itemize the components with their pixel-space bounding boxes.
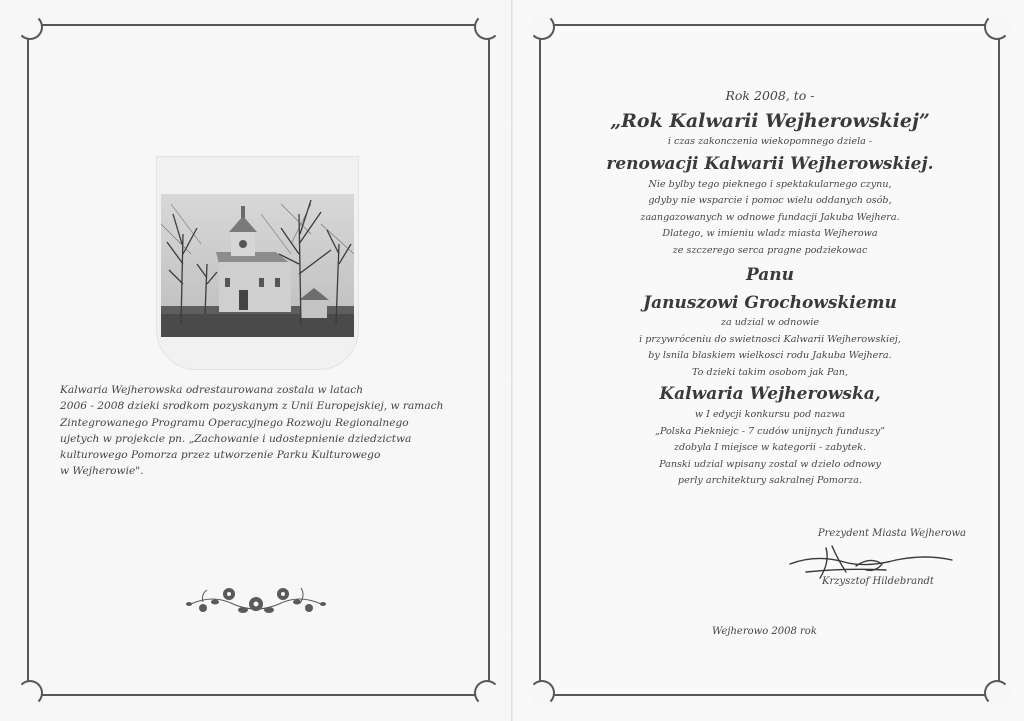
body-line: Nie bylby tego pieknego i spektakularnego czynu, xyxy=(648,178,892,190)
body-line: „Polska Piekniejc - 7 cudów unijnych funduszy” xyxy=(654,425,886,437)
body-line: gdyby nie wsparcie i pomoc wielu oddanych osób, xyxy=(648,195,892,206)
caption-line: Kalwaria Wejherowska odrestaurowana zostala w latach xyxy=(60,384,364,396)
signatory-title: Prezydent Miasta Wejherowa xyxy=(817,528,966,539)
caption-line: ujetych w projekcie pn. „Zachowanie i udostepnienie dziedzictwa xyxy=(60,432,412,445)
floral-ornament xyxy=(183,580,329,620)
body-line: za udzial w odnowie xyxy=(720,317,820,328)
body-line: zaangazowanych w odnowe fundacji Jakuba Wejhera. xyxy=(640,211,900,223)
certificate-text xyxy=(545,86,995,490)
recipient-name: Januszowi Grochowskiemu xyxy=(643,293,897,313)
subline: i czas zakonczenia wiekopomnego dziela - xyxy=(667,136,873,147)
corner-ornament xyxy=(474,680,500,706)
corner-ornament xyxy=(17,14,43,40)
caption-line: w Wejherowie". xyxy=(60,465,144,478)
caption-line: kulturowego Pomorza przez utworzenie Parku Kulturowego xyxy=(60,449,381,462)
signatory-name: Krzysztof Hildebrandt xyxy=(822,576,934,587)
corner-ornament xyxy=(984,680,1010,706)
body-line: Panski udzial wpisany zostal w dzielo odnowy xyxy=(659,458,881,470)
body-line: zdobyla I miejsce w kategorii - zabytek. xyxy=(673,442,867,453)
body-line: by lsnila blaskiem wielkosci rodu Jakuba Wejhera. xyxy=(648,350,892,361)
corner-ornament xyxy=(529,680,555,706)
renovation-heading: renowacji Kalwarii Wejherowskiej. xyxy=(606,153,934,174)
body-line: ze szczerego serca pragne podziekowac xyxy=(672,244,868,256)
body-line: Dlatego, w imieniu wladz miasta Wejherowa xyxy=(662,228,878,239)
body-line: perly architektury sakralnej Pomorza. xyxy=(677,475,863,486)
recipient-title: Panu xyxy=(745,265,795,285)
headline: „Rok Kalwarii Wejherowskiej” xyxy=(610,110,930,132)
photo-caption xyxy=(60,382,455,480)
corner-ornament xyxy=(474,14,500,40)
body-line: i przywróceniu do swietnosci Kalwarii Wejherowskiej, xyxy=(639,333,901,345)
caption-line: Zintegrowanego Programu Operacyjnego Rozwoju Regionalnego xyxy=(60,416,409,429)
page-fold xyxy=(511,0,513,721)
church-photo xyxy=(161,194,354,337)
intro-line: Rok 2008, to - xyxy=(725,88,815,103)
highlight-heading: Kalwaria Wejherowska, xyxy=(659,384,881,404)
place-and-date: Wejherowo 2008 rok xyxy=(712,626,817,637)
body-line: w I edycji konkursu pod nazwa xyxy=(694,409,846,420)
corner-ornament xyxy=(984,14,1010,40)
caption-line: 2006 - 2008 dzieki srodkom pozyskanym z Unii Europejskiej, w ramach xyxy=(60,400,444,413)
corner-ornament xyxy=(17,680,43,706)
body-line: To dzieki takim osobom jak Pan, xyxy=(691,366,849,378)
corner-ornament xyxy=(529,14,555,40)
